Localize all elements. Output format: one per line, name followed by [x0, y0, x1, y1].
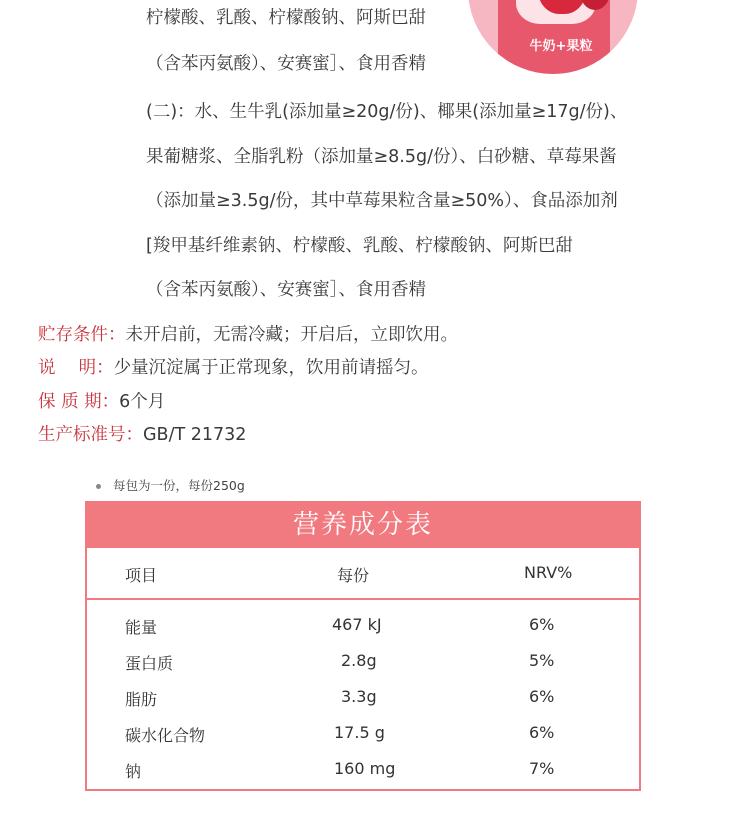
info-value: 未开启前，无需冷藏；开启后，立即饮用。 [125, 325, 458, 345]
standard-number [38, 421, 246, 446]
row-value: 467 kJ [332, 615, 382, 634]
row-nrv: 6% [529, 615, 555, 634]
ingredient-line: （含苯丙氨酸）、安赛蜜］、食用香精 [146, 54, 426, 74]
storage-conditions [38, 321, 458, 346]
ingredient-line: 果葡糖浆、全脂乳粉（添加量≥8.5g/份）、白砂糖、草莓果酱 [146, 147, 617, 167]
row-value: 17.5 g [334, 723, 385, 742]
row-item: 脂肪 [125, 690, 158, 709]
info-label: 贮存条件： [38, 325, 126, 345]
info-label: 说 明： [38, 358, 114, 378]
row-item: 蛋白质 [125, 654, 174, 673]
ingredient-line: 柠檬酸、乳酸、柠檬酸钠、阿斯巴甜 [146, 8, 426, 28]
ingredient-line: [羧甲基纤维素钠、柠檬酸、乳酸、柠檬酸钠、阿斯巴甜 [146, 236, 573, 256]
row-item: 碳水化合物 [125, 726, 206, 745]
serving-note [96, 476, 245, 494]
shelf-life [38, 388, 165, 413]
serving-note-text: 每包为一份，每份250g [113, 478, 245, 493]
product-photo [468, 0, 638, 74]
row-item: 能量 [125, 618, 158, 637]
row-nrv: 5% [529, 651, 555, 670]
header-nrv: NRV% [524, 563, 573, 582]
row-value: 3.3g [341, 687, 377, 706]
header-item: 项目 [125, 566, 158, 585]
info-value: 少量沉淀属于正常现象，饮用前请摇匀。 [113, 358, 429, 378]
product-tag: 牛奶+果粒 [529, 39, 593, 54]
info-value: GB/T 21732 [143, 425, 247, 445]
instructions [38, 354, 429, 379]
row-item: 钠 [125, 762, 142, 781]
ingredient-line: （添加量≥3.5g/份，其中草莓果粒含量≥50%）、食品添加剂 [146, 191, 618, 211]
info-value: 6个月 [119, 392, 166, 412]
ingredient-line: (二)：水、生牛乳(添加量≥20g/份)、椰果(添加量≥17g/份)、 [146, 102, 628, 122]
row-value: 2.8g [341, 651, 377, 670]
nutrition-table [85, 501, 641, 791]
header-per-serving: 每份 [337, 566, 370, 585]
row-nrv: 7% [529, 759, 555, 778]
ingredient-line: （含苯丙氨酸）、安赛蜜］、食用香精 [146, 280, 426, 300]
info-label: 生产标准号： [38, 425, 143, 445]
info-label: 保 质 期： [38, 392, 120, 412]
nutrition-table-title: 营养成分表 [87, 503, 639, 548]
row-value: 160 mg [334, 759, 396, 778]
nutrition-table-header [87, 548, 639, 600]
bullet-icon [96, 484, 101, 489]
row-nrv: 6% [529, 723, 555, 742]
row-nrv: 6% [529, 687, 555, 706]
